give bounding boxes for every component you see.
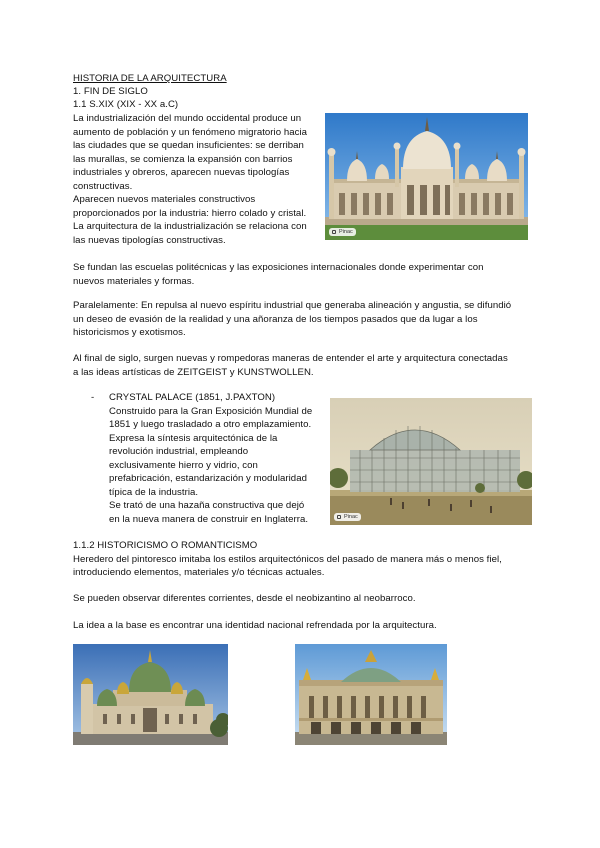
bullet-line: Expresa la síntesis arquitectónica de la [109,432,278,444]
paragraph-line: las nuevas tipologías constructivas. [73,234,226,246]
crystal-palace-engraving [330,398,532,525]
royal-pavilion-photo [325,113,528,240]
bullet-marker: - [91,392,95,403]
bullet-line: Construido para la Gran Exposición Mundial de [109,405,313,417]
bullet-line: típica de la industria. [109,486,199,498]
bullet-line: exclusivamente hierro y vidrio, con [109,459,258,471]
neobyzantine-cathedral-photo [73,644,228,745]
image-source-badge: Pinac [334,513,361,521]
paragraph-line: La industrialización del mundo occidental produce un [73,113,302,124]
document-title: HISTORIA DE LA ARQUITECTURA [73,73,227,84]
neobaroque-opera-photo [295,644,447,745]
paragraph-line: proporcionados por la industria: hierro colado y cristal. [73,207,307,219]
paragraph-line: industriales y obreros, aparecen nuevas tipologías [73,167,290,178]
paragraph-line: constructivas. [73,180,133,192]
bullet-line: 1851 y luego trasladado a otro emplazamiento. [109,419,312,430]
subsection-heading: 1.1 S.XIX (XIX - XX a.C) [73,99,179,110]
subsection-heading: 1.1.2 HISTORICISMO O ROMANTICISMO [73,540,258,551]
bullet-line: prefabricación, estandarización y modularidad [109,473,307,484]
bullet-line: en la nueva manera de construir en Inglaterra. [109,513,309,525]
paragraph-line: Se fundan las escuelas politécnicas y las exposiciones internacionales donde experimentar con [73,262,484,273]
paragraph-line: aumento de población y un fenómeno migratorio hacia [73,126,308,138]
bullet-line: revolución industrial, empleando [109,446,249,457]
paragraph-line: Se pueden observar diferentes corrientes, desde el neobizantino al neobarroco. [73,593,416,604]
paragraph-line: las ciudades que se quedan insuficientes: se derriban [73,140,304,151]
paragraph-line: a las ideas artísticas de ZEITGEIST y KUNSTWOLLEN. [73,366,314,378]
paragraph-line: introduciendo elementos, materiales y/o técnicas actuales. [73,567,325,578]
bullet-line: Se trató de una hazaña constructiva que dejó [109,500,305,511]
paragraph-line: La idea a la base es encontrar una identidad nacional refrendada por la arquitectura. [73,620,437,631]
paragraph-line: Al final de siglo, surgen nuevas y rompedoras maneras de entender el arte y arquitectura conectadas [73,353,508,364]
paragraph-line: historicismos y exotismos. [73,327,186,338]
paragraph-line: Heredero del pintoresco imitaba los estilos arquitectónicos del pasado de manera más o menos fiel, [73,553,502,565]
image-source-badge: Pinac [329,228,356,236]
paragraph-line: Aparecen nuevos materiales constructivos [73,194,256,205]
paragraph-line: Paralelamente: En repulsa al nuevo espíritu industrial que generaba alineación y angustia, se difundió [73,300,512,311]
section-heading: 1. FIN DE SIGLO [73,86,148,97]
paragraph-line: un deseo de evasión de la realidad y una añoranza de los tiempos pasados que da lugar a los [73,313,478,325]
paragraph-line: las murallas, se comienza la expansión con barrios [73,153,293,165]
paragraph-line: La arquitectura de la industrialización se relaciona con [73,221,307,232]
paragraph-line: nuevos materiales y formas. [73,275,195,287]
bullet-heading: CRYSTAL PALACE (1851, J.PAXTON) [109,392,276,403]
